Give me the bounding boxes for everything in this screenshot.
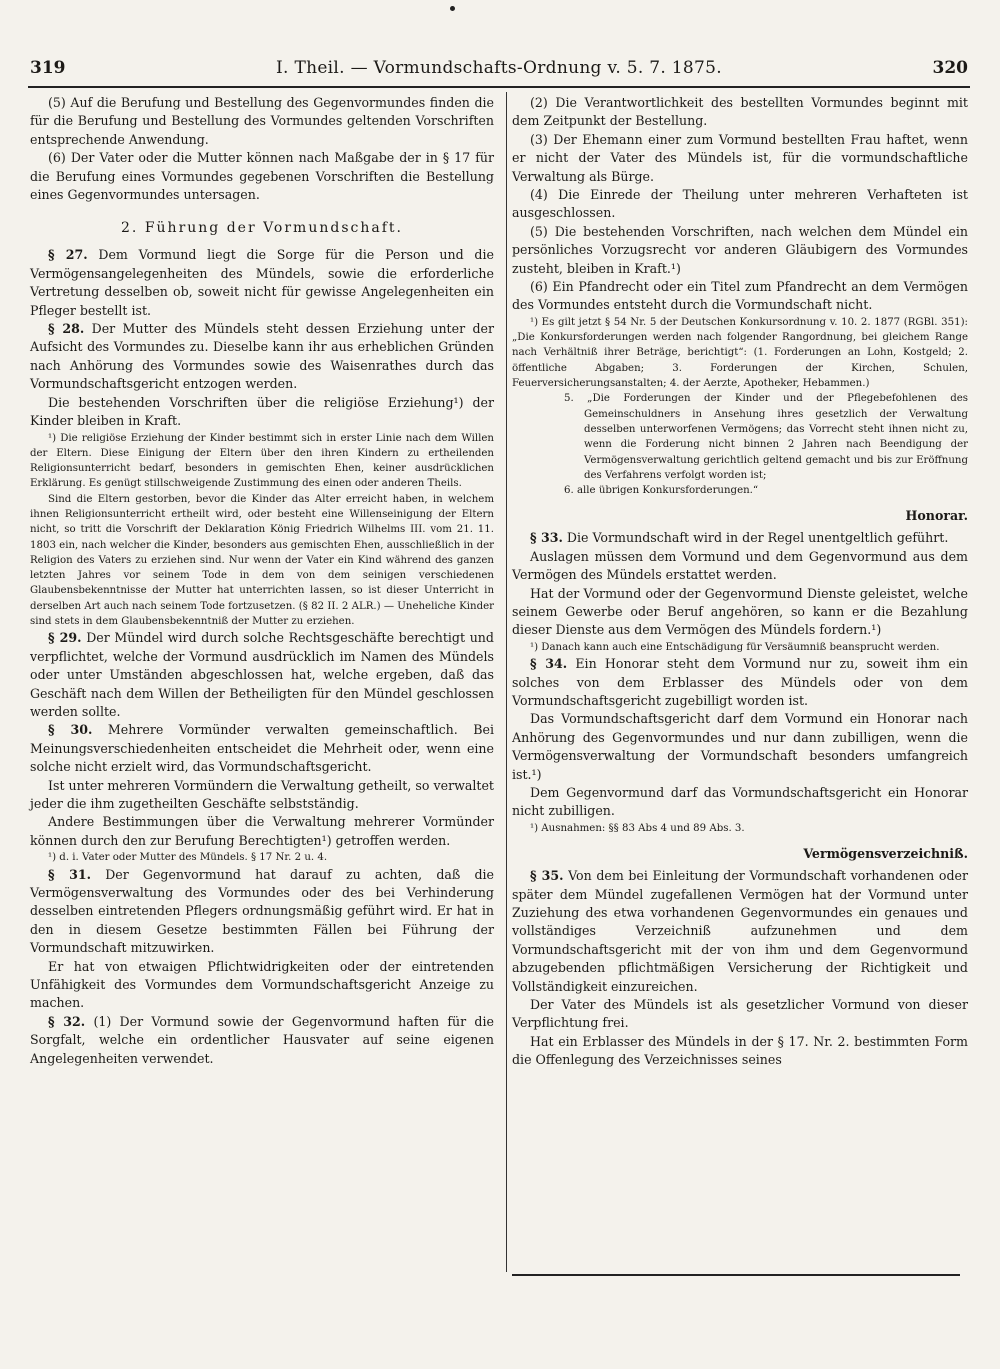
right-column (512, 94, 968, 1070)
section-number: § 30. (48, 722, 93, 738)
paragraph: (3) Der Ehemann einer zum Vormund bestellten Frau haftet, wenn er nicht der Vater des Mündels ist, für die vormundschaftliche Verwaltung als Bürge. (512, 131, 968, 184)
running-title: I. Theil. — Vormundschafts-Ordnung v. 5. 7. 1875. (276, 58, 722, 78)
section-number: § 31. (48, 866, 92, 882)
paragraph: (6) Ein Pfandrecht oder ein Titel zum Pfandrecht an dem Vermögen des Vormundes entsteht durch die Vormundschaft nicht. (512, 279, 968, 313)
left-column (30, 94, 494, 1068)
paragraph: (5) Die bestehenden Vorschriften, nach welchen dem Mündel ein persönliches Vorzugsrecht vor anderen Gläubigern des Vormundes zusteht, bleiben in Kraft.¹) (512, 223, 968, 276)
paragraph-text: Von dem bei Einleitung der Vormundschaft vorhandenen oder später dem Mündel zugefallenen Vermögen hat der Vormund unter Zuziehung des etwa vorhandenen Gegenvormundes ein genaues und vollständiges Verzeichniß aufzunehmen und dem Vormundschaftsgericht mit der von ihm und dem Gegenvormund abzugebenden pflichtmäßigen Versicherung der Richtigkeit und Vollständigkeit einzureichen. (512, 868, 968, 994)
side-heading: Vermögensverzeichniß. (803, 846, 968, 862)
page-header (30, 58, 968, 78)
paragraph: Hat der Vormund oder der Gegenvormund Dienste geleistet, welche seinem Gewerbe oder Beruf angehören, so kann er die Bezahlung dieser Dienste aus dem Vermögen des Mündels fordern.¹) (512, 585, 968, 638)
section-number: § 34. (530, 656, 568, 672)
column-divider (506, 92, 507, 1272)
section-number: § 28. (48, 321, 85, 337)
section-number: § 35. (530, 868, 564, 884)
paragraph-text: Mehrere Vormünder verwalten gemeinschaftlich. Bei Meinungsverschiedenheiten entscheidet die Mehrheit oder, wenn eine solche nicht erzielt wird, das Vormundschaftsgericht. (30, 722, 494, 775)
paragraph: (6) Der Vater oder die Mutter können nach Maßgabe der in § 17 für die Berufung eines Vormundes gegebenen Vorschriften die Bestellung eines Gegenvormundes untersagen. (30, 150, 494, 203)
paragraph: Das Vormundschaftsgericht darf dem Vormund ein Honorar nach Anhörung des Gegenvormundes und nur dann zubilligen, wenn die Vermögensverwaltung der Vormundschaft besonders umfangreich ist.¹) (512, 711, 968, 782)
section-number: § 33. (530, 530, 563, 546)
bottom-rule (512, 1274, 960, 1276)
ink-dot (450, 6, 455, 11)
paragraph (30, 246, 494, 320)
footnote: ¹) Ausnahmen: §§ 83 Abs 4 und 89 Abs. 3. (530, 822, 745, 834)
paragraph: Der Vater des Mündels ist als gesetzlicher Vormund von dieser Verpflichtung frei. (512, 996, 968, 1031)
footnote: ¹) Danach kann auch eine Entschädigung für Versäumniß beansprucht werden. (530, 641, 940, 653)
paragraph: Andere Bestimmungen über die Verwaltung mehrerer Vormünder können durch den zur Berufung Berechtigten¹) getroffen werden. (30, 814, 494, 848)
paragraph-text: Die Vormundschaft wird in der Regel unentgeltlich geführt. (566, 530, 949, 546)
paragraph (512, 867, 968, 996)
side-heading: Honorar. (905, 508, 968, 524)
paragraph: (2) Die Verantwortlichkeit des bestellten Vormundes beginnt mit dem Zeitpunkt der Bestellung. (512, 95, 968, 129)
paragraph: Die bestehenden Vorschriften über die religiöse Erziehung¹) der Kinder bleiben in Kraft. (30, 394, 494, 429)
paragraph (512, 655, 968, 710)
paragraph-text: (1) Der Vormund sowie der Gegenvormund haften für die Sorgfalt, welche ein ordentlicher Hausvater auf seine eigenen Angelegenheiten verwendet. (30, 1013, 494, 1066)
paragraph (30, 721, 494, 776)
paragraph (30, 866, 494, 958)
section-number: § 29. (48, 630, 82, 646)
footnote-item: 5. „Die Forderungen der Kinder und der Pflegebefohlenen des Gemeinschuldners in Ansehung ihres gesetzlich der Verwaltung desselben unterworfenen Vermögens; das Vorrecht steht ihnen nicht zu, wenn die Forderung nicht binnen 2 Jahren nach Beendigung der Vermögensverwaltung gerichtlich geltend gemacht und bis zur Eröffnung des Verfahrens verfolgt worden ist; (564, 393, 968, 481)
paragraph: Dem Gegenvormund darf das Vormundschaftsgericht ein Honorar nicht zubilligen. (512, 785, 968, 819)
paragraph (30, 629, 494, 721)
paragraph: (5) Auf die Berufung und Bestellung des Gegenvormundes finden die für die Berufung und Bestellung des Vormundes geltenden Vorschriften entsprechende Anwendung. (30, 95, 494, 147)
paragraph-text: Dem Vormund liegt die Sorge für die Person und die Vermögensangelegenheiten des Mündels, sowie die erforderliche Vertretung desselben ob, soweit nicht für gewisse Angelegenheiten ein Pfleger bestellt ist. (30, 247, 494, 318)
paragraph: Auslagen müssen dem Vormund und dem Gegenvormund aus dem Vermögen des Mündels erstattet werden. (512, 548, 968, 583)
footnote: ¹) Es gilt jetzt § 54 Nr. 5 der Deutschen Konkursordnung v. 10. 2. 1877 (RGBl. 351): „Die Konkursforderungen werden nach folgender Rangordnung, bei gleichem Range nach Verhältniß ihrer Beträge, berichtigt“: (1. Forderungen an Lohn, Kostgeld; 2. öffentliche Abgaben; 3. Forderungen der Kirchen, Schulen, Feuerversicherungsanstalten; 4. der Aerzte, Apotheker, Hebammen.) (512, 316, 968, 390)
paragraph: Ist unter mehreren Vormündern die Verwaltung getheilt, so verwaltet jeder die ihm zugetheilten Geschäfte selbstständig. (30, 777, 494, 812)
footnote: ¹) d. i. Vater oder Mutter des Mündels. § 17 Nr. 2 u. 4. (48, 852, 328, 864)
paragraph (30, 320, 494, 394)
section-number: § 32. (48, 1013, 86, 1029)
paragraph: (4) Die Einrede der Theilung unter mehreren Verhafteten ist ausgeschlossen. (512, 187, 968, 221)
paragraph-text: Der Mündel wird durch solche Rechtsgeschäfte berechtigt und verpflichtet, welche der Vormund ausdrücklich im Namen des Mündels oder unter Umständen abgeschlossen hat, welche ergeben, daß das Geschäft nach dem Willen der Betheiligten für den Mündel geschlossen werden sollte. (30, 630, 494, 719)
paragraph (512, 529, 968, 547)
paragraph: Hat ein Erblasser des Mündels in der § 17. Nr. 2. bestimmten Form die Offenlegung des Verzeichnisses seines (512, 1033, 968, 1068)
left-page-number: 319 (30, 58, 66, 78)
footnote: ¹) Die religiöse Erziehung der Kinder bestimmt sich in erster Linie nach dem Willen der Eltern. Diese Einigung der Eltern über den ihren Kindern zu ertheilenden Religionsunterricht bedarf, besonders in gemischten Ehen, keiner ausdrücklichen Erklärung. Es genügt stillschweigende Zustimmung des einen oder anderen Theils. (30, 432, 494, 490)
header-rule (28, 86, 970, 88)
footnote: Sind die Eltern gestorben, bevor die Kinder das Alter erreicht haben, in welchem ihnen Religionsunterricht ertheilt wird, oder besteht eine Willenseinigung der Eltern nicht, so tritt die Vorschrift der Deklaration König Friedrich Wilhelms III. vom 21. 11. 1803 ein, nach welcher die Kinder, besonders aus gemischten Ehen, ausschließlich in der Religion des Vaters zu erziehen sind. Nur wenn der Vater ein Kind während des ganzen letzten Jahres vor seinem Tode in dem von dem seinigen verschiedenen Glaubensbekenntnisse der Mutter hat unterrichten lassen, so ist dieser Unterricht in derselben Art auch nach seinem Tode fortzusetzen. (§ 82 II. 2 ALR.) — Uneheliche Kinder sind stets in dem Glaubensbekenntniß der Mutter zu erziehen. (30, 493, 494, 628)
paragraph-text: Der Mutter des Mündels steht dessen Erziehung unter der Aufsicht des Vormundes zu. Dieselbe kann ihr aus erheblichen Gründen nach Anhörung des Vormundes sowie des Waisenrathes durch das Vormundschaftsgericht entzogen werden. (30, 321, 494, 392)
footnote-item: 6. alle übrigen Konkursforderungen.“ (564, 485, 759, 497)
paragraph-text: Ein Honorar steht dem Vormund nur zu, soweit ihm ein solches von dem Erblasser des Mündels oder von dem Vormundschaftsgericht zugebilligt worden ist. (512, 656, 968, 708)
section-number: § 27. (48, 247, 88, 263)
paragraph (30, 1013, 494, 1068)
paragraph: Er hat von etwaigen Pflichtwidrigkeiten oder der eintretenden Unfähigkeit des Vormundes dem Vormundschaftsgericht Anzeige zu machen. (30, 958, 494, 1011)
right-page-number: 320 (932, 58, 968, 78)
section-heading: 2. Führung der Vormundschaft. (121, 220, 403, 237)
paragraph-text: Der Gegenvormund hat darauf zu achten, daß die Vermögensverwaltung des Vormundes oder des bei Verhinderung desselben eintretenden Pflegers ordnungsmäßig geführt wird. Er hat in den in diesem Gesetze bestimmten Fällen bei Führung der Vormundschaft mitzuwirken. (30, 866, 494, 956)
